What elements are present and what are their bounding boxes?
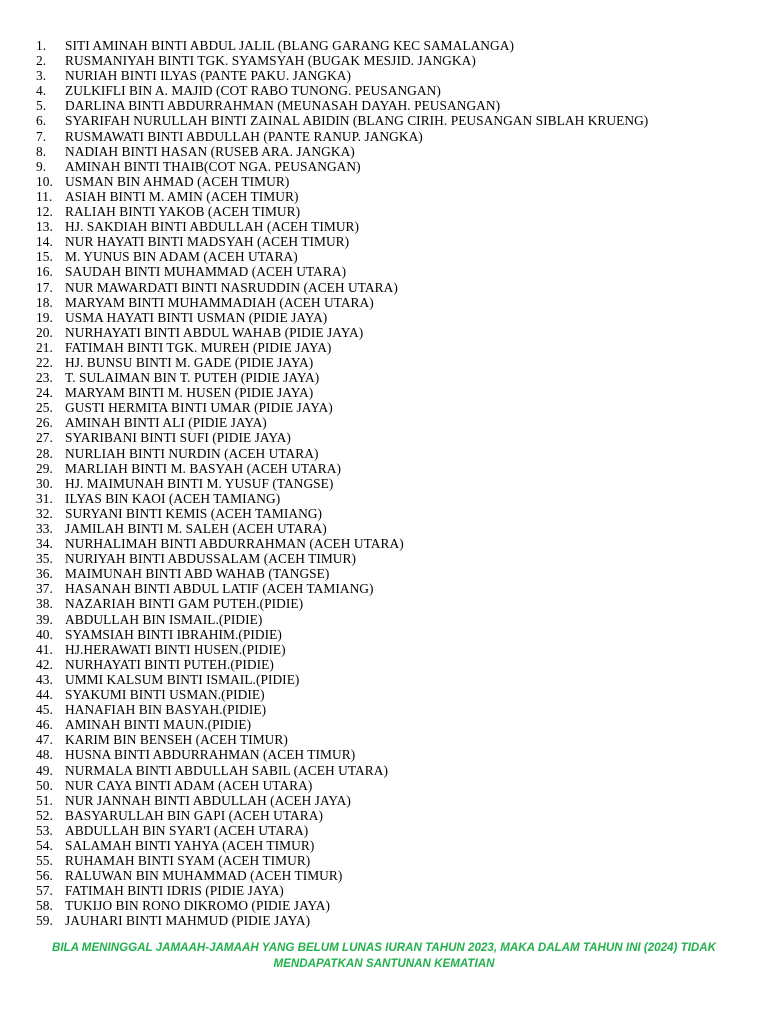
list-item-name: NURIYAH BINTI ABDUSSALAM (ACEH TIMUR) [65,551,356,567]
list-item-number: 46. [36,717,53,733]
footer-note [20,940,748,972]
list-item [36,868,756,883]
list-item [36,672,756,687]
list-item [36,476,756,491]
list-item-number: 47. [36,732,53,748]
list-item-name: NUR JANNAH BINTI ABDULLAH (ACEH JAYA) [65,792,351,808]
list-item-name: SYARIFAH NURULLAH BINTI ZAINAL ABIDIN (BLANG CIRIH. PEUSANGAN SIBLAH KRUENG) [65,113,649,129]
list-item-number: 1. [36,38,47,53]
list-item [36,68,756,83]
list-item-number: 25. [36,400,53,416]
list-item-name: ABDULLAH BIN ISMAIL.(PIDIE) [65,611,263,627]
list-item-number: 42. [36,656,53,672]
list-item-name: AMINAH BINTI ALI (PIDIE JAYA) [65,415,267,431]
list-item [36,687,756,702]
list-item [36,717,756,732]
list-item-name: HJ. MAIMUNAH BINTI M. YUSUF (TANGSE) [65,475,334,491]
list-item [36,838,756,853]
list-item-number: 34. [36,536,53,552]
list-item [36,702,756,717]
list-item-name: JAMILAH BINTI M. SALEH (ACEH UTARA) [65,521,327,536]
list-item-name: RUSMANIYAH BINTI TGK. SYAMSYAH (BUGAK MESJID. JANGKA) [65,53,476,69]
list-item-number: 40. [36,626,53,642]
list-item-number: 56. [36,868,53,884]
list-item-name: NURIAH BINTI ILYAS (PANTE PAKU. JANGKA) [65,68,352,84]
list-item-name: ILYAS BIN KAOI (ACEH TAMIANG) [65,490,281,506]
list-item [36,264,756,279]
list-item-name: SYAKUMI BINTI USMAN.(PIDIE) [65,687,265,703]
list-item-number: 11. [36,188,53,204]
list-item-name: KARIM BIN BENSEH (ACEH TIMUR) [65,732,288,748]
list-item-name: SAUDAH BINTI MUHAMMAD (ACEH UTARA) [65,264,347,280]
list-item [36,189,756,204]
list-item-number: 54. [36,837,53,853]
list-item-number: 53. [36,822,53,838]
list-item-number: 27. [36,430,53,446]
list-item [36,355,756,370]
list-item [36,747,756,762]
list-item [36,657,756,672]
list-item-name: HJ. BUNSU BINTI M. GADE (PIDIE JAYA) [65,354,314,370]
list-item-number: 39. [36,611,53,627]
list-item-number: 31. [36,490,53,506]
list-item-name: HUSNA BINTI ABDURRAHMAN (ACEH TIMUR) [65,747,356,763]
list-item-name: SURYANI BINTI KEMIS (ACEH TAMIANG) [65,505,323,521]
list-item-name: SALAMAH BINTI YAHYA (ACEH TIMUR) [65,837,315,853]
list-item-name: BASYARULLAH BIN GAPI (ACEH UTARA) [65,807,323,823]
list-item-number: 5. [36,98,47,114]
list-item-name: NUR CAYA BINTI ADAM (ACEH UTARA) [65,777,313,793]
list-item [36,596,756,611]
list-item-name: SYAMSIAH BINTI IBRAHIM.(PIDIE) [65,626,282,642]
list-item [36,98,756,113]
name-list [36,38,756,929]
list-item-number: 36. [36,566,53,582]
list-item-number: 20. [36,324,53,340]
list-item [36,129,756,144]
list-item-number: 45. [36,702,53,718]
list-item-name: MARYAM BINTI M. HUSEN (PIDIE JAYA) [65,385,314,401]
list-item [36,551,756,566]
list-item-number: 38. [36,596,53,612]
list-item-name: ABDULLAH BIN SYAR'I (ACEH UTARA) [65,822,309,838]
list-item [36,642,756,657]
list-item [36,823,756,838]
list-item-number: 23. [36,370,53,386]
list-item-number: 55. [36,853,53,869]
list-item [36,370,756,385]
list-item [36,566,756,581]
list-item-number: 14. [36,234,53,250]
list-item-number: 19. [36,309,53,325]
list-item-number: 35. [36,551,53,567]
list-item [36,280,756,295]
list-item-number: 44. [36,687,53,703]
list-item [36,536,756,551]
list-item-name: NURMALA BINTI ABDULLAH SABIL (ACEH UTARA) [65,762,388,778]
list-item [36,461,756,476]
list-item [36,913,756,928]
list-item [36,234,756,249]
list-item-number: 13. [36,219,53,235]
list-item-number: 17. [36,279,53,295]
list-item [36,53,756,68]
list-item-name: USMAN BIN AHMAD (ACEH TIMUR) [65,173,290,189]
list-item [36,853,756,868]
list-item [36,144,756,159]
list-item-name: MAIMUNAH BINTI ABD WAHAB (TANGSE) [65,566,330,582]
list-item [36,385,756,400]
list-item-number: 51. [36,792,53,808]
list-item-number: 16. [36,264,53,280]
list-item-name: USMA HAYATI BINTI USMAN (PIDIE JAYA) [65,309,328,325]
list-item [36,219,756,234]
list-item-name: NURLIAH BINTI NURDIN (ACEH UTARA) [65,445,319,461]
list-item-name: M. YUNUS BIN ADAM (ACEH UTARA) [65,249,298,265]
list-item-number: 21. [36,339,53,355]
list-item [36,204,756,219]
list-item [36,808,756,823]
list-item-number: 12. [36,204,53,220]
list-item-name: JAUHARI BINTI MAHMUD (PIDIE JAYA) [65,913,311,929]
list-item-number: 3. [36,68,47,84]
list-item-name: SITI AMINAH BINTI ABDUL JALIL (BLANG GARANG KEC SAMALANGA) [65,38,514,53]
list-item-name: FATIMAH BINTI TGK. MUREH (PIDIE JAYA) [65,339,332,355]
list-item-number: 15. [36,249,53,265]
list-item [36,83,756,98]
list-item-name: GUSTI HERMITA BINTI UMAR (PIDIE JAYA) [65,400,333,416]
list-item [36,521,756,536]
list-item-name: UMMI KALSUM BINTI ISMAIL.(PIDIE) [65,671,300,687]
list-item-name: NURHAYATI BINTI PUTEH.(PIDIE) [65,656,274,672]
list-item-name: ZULKIFLI BIN A. MAJID (COT RABO TUNONG. PEUSANGAN) [65,83,441,99]
list-item-name: MARLIAH BINTI M. BASYAH (ACEH UTARA) [65,460,341,476]
list-item-name: HASANAH BINTI ABDUL LATIF (ACEH TAMIANG) [65,581,374,597]
list-item [36,340,756,355]
list-item-number: 10. [36,173,53,189]
list-item-number: 2. [36,53,47,69]
list-item-number: 43. [36,671,53,687]
list-item-name: TUKIJO BIN RONO DIKROMO (PIDIE JAYA) [65,898,331,914]
list-item-name: AMINAH BINTI MAUN.(PIDIE) [65,717,252,733]
list-item [36,883,756,898]
list-item [36,763,756,778]
list-item-number: 4. [36,83,47,99]
list-item-name: NUR HAYATI BINTI MADSYAH (ACEH TIMUR) [65,234,350,250]
list-item-number: 57. [36,883,53,899]
list-item-number: 33. [36,521,53,536]
list-item-name: AMINAH BINTI THAIB(COT NGA. PEUSANGAN) [65,158,361,174]
list-item-name: SYARIBANI BINTI SUFI (PIDIE JAYA) [65,430,291,446]
list-item-number: 50. [36,777,53,793]
list-item [36,325,756,340]
list-item-number: 18. [36,294,53,310]
list-item-name: RUHAMAH BINTI SYAM (ACEH TIMUR) [65,853,311,869]
list-item [36,581,756,596]
list-item-number: 29. [36,460,53,476]
list-item-number: 9. [36,158,47,174]
list-item [36,793,756,808]
footer-note-line-1: BILA MENINGGAL JAMAAH-JAMAAH YANG BELUM LUNAS IURAN TAHUN 2023, MAKA DALAM TAHUN INI (2024) TIDAK [51,941,717,954]
list-item-number: 41. [36,641,53,657]
list-item-number: 49. [36,762,53,778]
list-item-name: HANAFIAH BIN BASYAH.(PIDIE) [65,702,267,718]
list-item-name: NURHALIMAH BINTI ABDURRAHMAN (ACEH UTARA) [65,536,404,552]
list-item-number: 7. [36,128,47,144]
list-item-name: HJ. SAKDIAH BINTI ABDULLAH (ACEH TIMUR) [65,219,360,235]
list-item-number: 32. [36,505,53,521]
list-item [36,310,756,325]
list-item-number: 37. [36,581,53,597]
list-item [36,249,756,264]
list-item-name: NAZARIAH BINTI GAM PUTEH.(PIDIE) [65,596,304,612]
list-item-name: NURHAYATI BINTI ABDUL WAHAB (PIDIE JAYA) [65,324,364,340]
list-item-number: 28. [36,445,53,461]
list-item [36,430,756,445]
list-item [36,506,756,521]
list-item-number: 6. [36,113,47,129]
list-item-number: 48. [36,747,53,763]
list-item [36,612,756,627]
list-item [36,898,756,913]
footer-note-line-2: MENDAPATKAN SANTUNAN KEMATIAN [273,957,495,970]
list-item-name: RUSMAWATI BINTI ABDULLAH (PANTE RANUP. JANGKA) [65,128,423,144]
list-item-number: 22. [36,354,53,370]
list-item [36,295,756,310]
list-item-number: 24. [36,385,53,401]
list-item-number: 59. [36,913,53,929]
list-item [36,627,756,642]
list-item-name: MARYAM BINTI MUHAMMADIAH (ACEH UTARA) [65,294,374,310]
list-item-number: 52. [36,807,53,823]
list-item-name: ASIAH BINTI M. AMIN (ACEH TIMUR) [65,188,299,204]
list-item-number: 58. [36,898,53,914]
list-item-name: RALUWAN BIN MUHAMMAD (ACEH TIMUR) [65,868,343,884]
list-item [36,491,756,506]
list-item [36,778,756,793]
list-item-name: RALIAH BINTI YAKOB (ACEH TIMUR) [65,204,301,220]
list-item [36,400,756,415]
list-item-number: 30. [36,475,53,491]
list-item [36,38,756,53]
list-item-name: T. SULAIMAN BIN T. PUTEH (PIDIE JAYA) [65,370,320,386]
list-item [36,732,756,747]
list-item-number: 8. [36,143,47,159]
list-item [36,159,756,174]
list-item-name: HJ.HERAWATI BINTI HUSEN.(PIDIE) [65,641,286,657]
list-item [36,113,756,128]
list-item-name: NUR MAWARDATI BINTI NASRUDDIN (ACEH UTARA) [65,279,398,295]
list-item-number: 26. [36,415,53,431]
list-item-name: DARLINA BINTI ABDURRAHMAN (MEUNASAH DAYAH. PEUSANGAN) [65,98,501,114]
list-item [36,415,756,430]
list-item [36,446,756,461]
list-item [36,174,756,189]
list-item-name: FATIMAH BINTI IDRIS (PIDIE JAYA) [65,883,284,899]
list-item-name: NADIAH BINTI HASAN (RUSEB ARA. JANGKA) [65,143,355,159]
